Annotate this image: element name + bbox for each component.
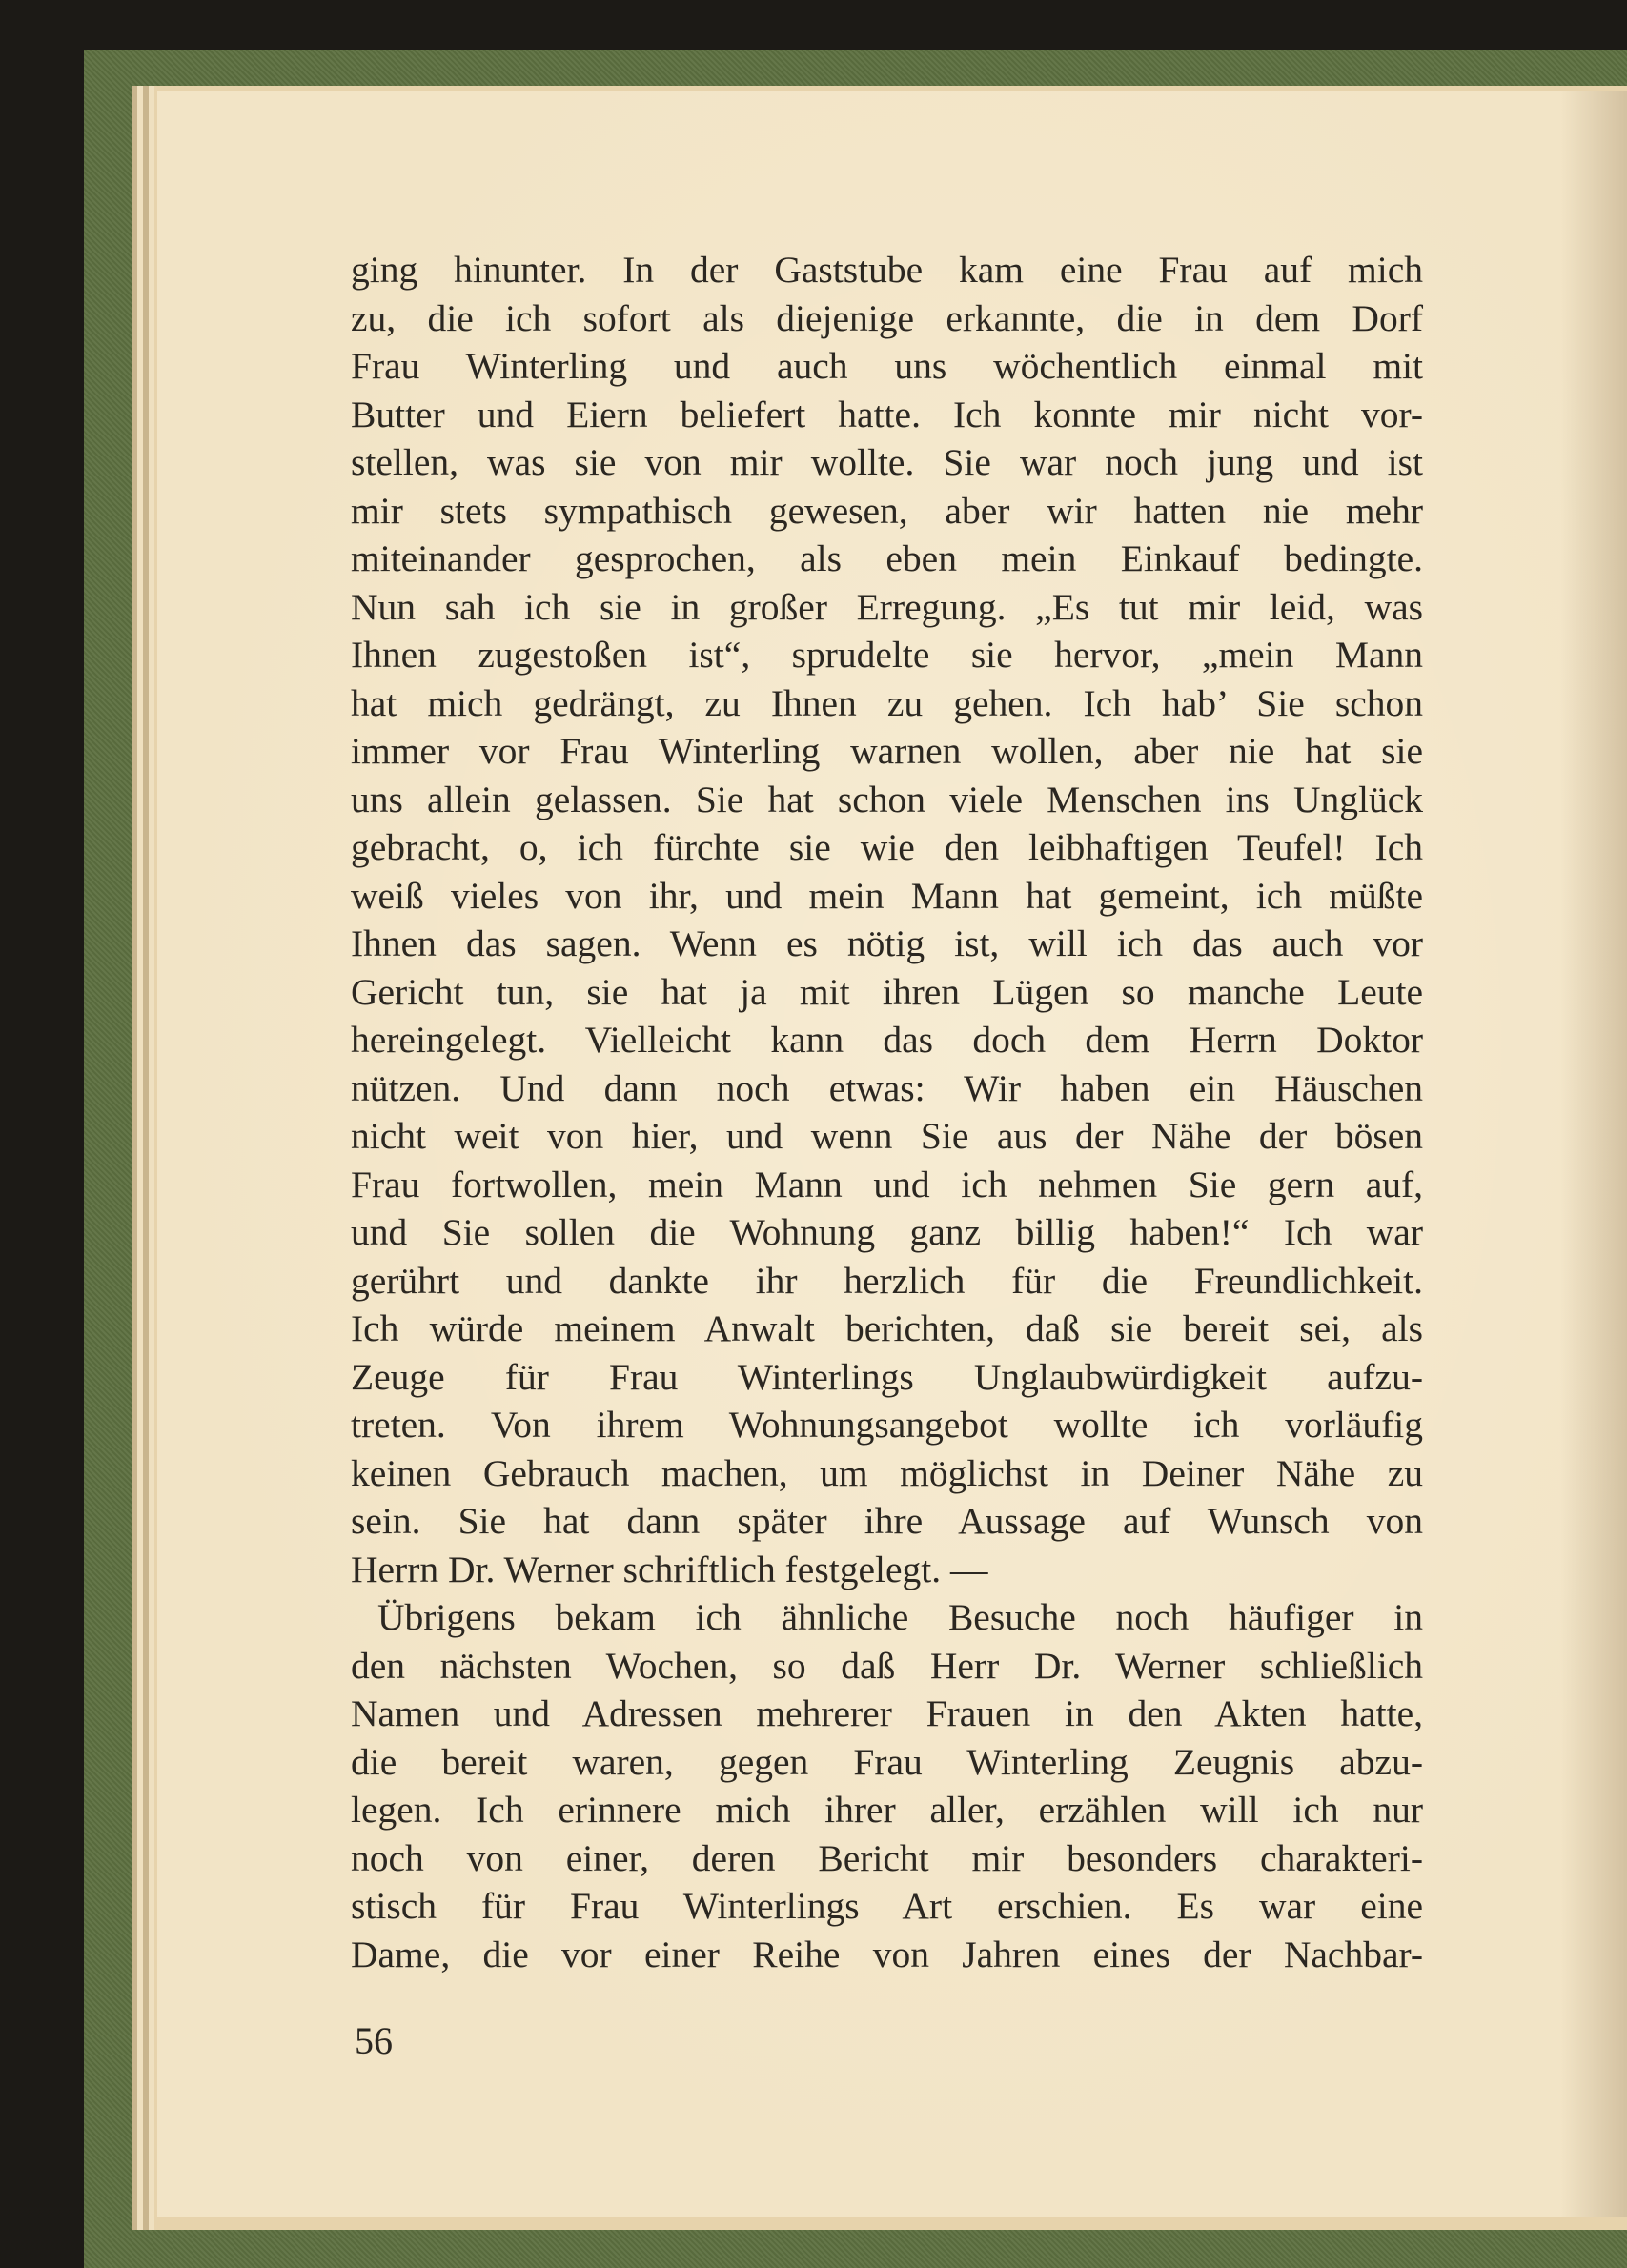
text-line: Zeuge für Frau Winterlings Unglaubwürdigkeit aufzu- (351, 1355, 1423, 1398)
text-line: treten. Von ihrem Wohnungsangebot wollte ich vorläufig (351, 1404, 1423, 1446)
text-line: die bereit waren, gegen Frau Winterling Zeugnis abzu- (351, 1740, 1423, 1783)
text-line: Namen und Adressen mehrerer Frauen in den Akten hatte, (351, 1692, 1423, 1734)
text-line: Frau fortwollen, mein Mann und ich nehmen Sie gern auf, (351, 1163, 1423, 1205)
text-line: nützen. Und dann noch etwas: Wir haben ein Häuschen (351, 1066, 1423, 1109)
text-line: Herrn Dr. Werner schriftlich festgelegt. — (351, 1548, 988, 1590)
text-line: Übrigens bekam ich ähnliche Besuche noch häufiger in (377, 1596, 1423, 1638)
text-line: Ich würde meinem Anwalt berichten, daß sie bereit sei, als (351, 1307, 1423, 1349)
text-line: ging hinunter. In der Gaststube kam eine Frau auf mich (351, 249, 1423, 291)
text-line: miteinander gesprochen, als eben mein Einkauf bedingte. (351, 537, 1423, 579)
text-line: Gericht tun, sie hat ja mit ihren Lügen so manche Leute (351, 970, 1423, 1013)
text-line: gebracht, o, ich fürchte sie wie den leibhaftigen Teufel! Ich (351, 826, 1423, 868)
body-text (351, 246, 1423, 1978)
text-line: Ihnen zugestoßen ist“, sprudelte sie hervor, „mein Mann (351, 634, 1423, 676)
text-line: uns allein gelassen. Sie hat schon viele Menschen ins Unglück (351, 778, 1423, 820)
text-line: hereingelegt. Vielleicht kann das doch dem Herrn Doktor (351, 1019, 1423, 1061)
text-line: sein. Sie hat dann später ihre Aussage auf Wunsch von (351, 1500, 1423, 1542)
text-line: Butter und Eiern beliefert hatte. Ich konnte mir nicht vor- (351, 393, 1423, 435)
text-line: den nächsten Wochen, so daß Herr Dr. Werner schließlich (351, 1644, 1423, 1687)
text-line: noch von einer, deren Bericht mir besonders charakteri- (351, 1836, 1423, 1879)
text-line: nicht weit von hier, und wenn Sie aus der Nähe der bösen (351, 1115, 1423, 1157)
text-line: mir stets sympathisch gewesen, aber wir hatten nie mehr (351, 489, 1423, 532)
text-line: Nun sah ich sie in großer Erregung. „Es tut mir leid, was (351, 585, 1423, 628)
text-line: immer vor Frau Winterling warnen wollen, aber nie hat sie (351, 730, 1423, 772)
text-line: keinen Gebrauch machen, um möglichst in Deiner Nähe zu (351, 1451, 1423, 1494)
text-line: Ihnen das sagen. Wenn es nötig ist, will ich das auch vor (351, 922, 1423, 964)
text-line: zu, die ich sofort als diejenige erkannte, die in dem Dorf (351, 296, 1423, 339)
text-line: weiß vieles von ihr, und mein Mann hat gemeint, ich müßte (351, 874, 1423, 917)
page-gutter-shadow (1560, 91, 1627, 2217)
text-line: stellen, was sie von mir wollte. Sie war noch jung und ist (351, 441, 1423, 483)
text-line: stisch für Frau Winterlings Art erschien. Es war eine (351, 1885, 1423, 1927)
text-line: gerührt und dankte ihr herzlich für die Freundlichkeit. (351, 1259, 1423, 1302)
text-line: hat mich gedrängt, zu Ihnen zu gehen. Ich hab’ Sie schon (351, 681, 1423, 724)
page-number: 56 (355, 2019, 393, 2062)
text-line: Dame, die vor einer Reihe von Jahren eines der Nachbar- (351, 1933, 1423, 1975)
text-line: legen. Ich erinnere mich ihrer aller, erzählen will ich nur (351, 1789, 1423, 1831)
text-line: Frau Winterling und auch uns wöchentlich einmal mit (351, 345, 1423, 387)
text-line: und Sie sollen die Wohnung ganz billig haben!“ Ich war (351, 1211, 1423, 1253)
